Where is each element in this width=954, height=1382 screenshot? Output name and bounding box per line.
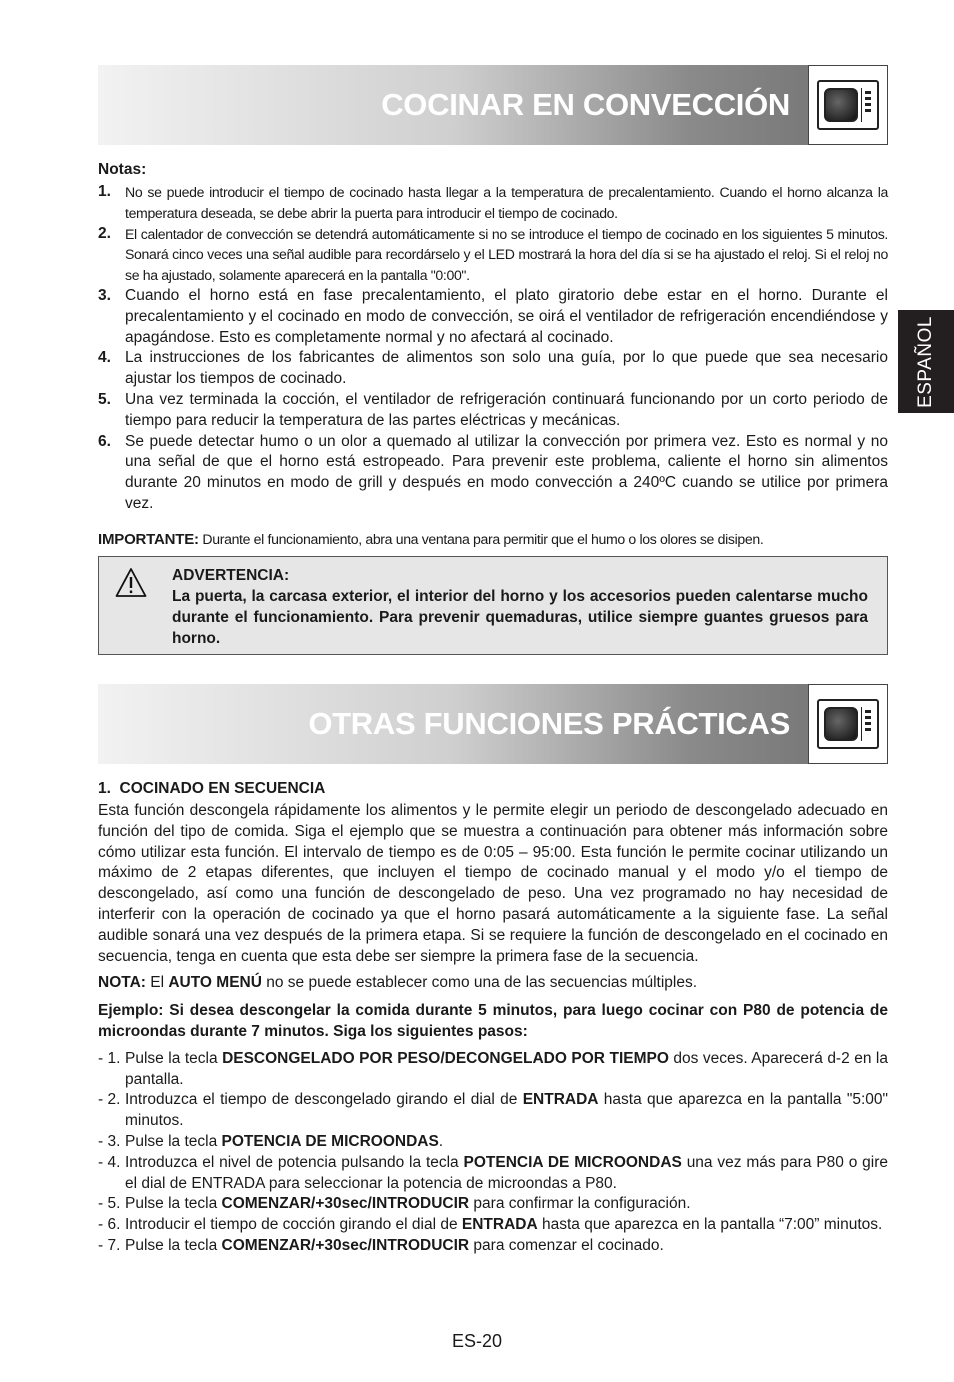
warning-triangle-icon — [115, 567, 147, 599]
sequence-heading: 1. COCINADO EN SECUENCIA — [98, 780, 326, 797]
section-title-other: OTRAS FUNCIONES PRÁCTICAS — [308, 706, 790, 741]
note-item: 2. El calentador de convección se detendrá automáticamente si no se introduce el tiempo de cocinado en los siguientes 5 minutos. Sonará cinco veces una señal audible para recordárselo y el LED mostrará la hora del día si se ha ajustado el reloj. Si el reloj no se ha ajustado, solamente aparecerá en la pantalla "0:00". — [98, 224, 888, 284]
step-item: - 1. Pulse la tecla DESCONGELADO POR PESO/DECONGELADO POR TIEMPO dos veces. Aparecerá d-2 en la pantalla. — [98, 1049, 889, 1088]
section-title-convection: COCINAR EN CONVECCIÓN — [381, 87, 790, 122]
sequence-note: NOTA: El AUTO MENÚ no se puede establecer como una de las secuencias múltiples. — [98, 974, 698, 992]
sequence-example: Ejemplo: Si desea descongelar la comida durante 5 minutos, para luego cocinar con P80 de potencia de microondas durante 7 minutos. Siga los siguientes pasos: — [98, 1002, 888, 1040]
step-item: - 4. Introduzca el nivel de potencia pulsando la tecla POTENCIA DE MICROONDAS una vez más para P80 o gire el dial de ENTRADA para seleccionar la potencia de microondas a P80. — [98, 1153, 888, 1192]
warning-body: La puerta, la carcasa exterior, el interior del horno y los accesorios pueden calentarse mucho durante el funcionamiento. Para prevenir quemaduras, utilice siempre guantes gruesos para horno. — [172, 588, 868, 647]
warning-text — [172, 565, 868, 649]
note-item: 1. No se puede introducir el tiempo de cocinado hasta llegar a la temperatura de precalentamiento. Cuando el horno alcanza la temperatura deseada, se debe abrir la puerta para introducir el tiempo de cocinado. — [98, 183, 888, 221]
step-item: - 3. Pulse la tecla POTENCIA DE MICROONDAS. — [98, 1132, 444, 1150]
microwave-icon — [808, 65, 888, 145]
sequence-paragraph: Esta función descongela rápidamente los alimentos y le permite elegir un periodo de descongelado adecuado en función del tipo de comida. Siga el ejemplo que se muestra a continuación para obtener más información sobre cómo utilizar esta función. El intervalo de tiempo es de 0:05 – 95:00. Esta función le permite cocinar utilizando un máximo de 2 etapas diferentes, que incluyen el tiempo de cocinado manual y el modo y/o el tiempo de descongelado, así como una función de descongelado de peso. Una vez programado no hay necesidad de interferir con la operación de cocinado ya que el horno pasará automáticamente a la siguiente fase. La señal audible sonará una vez después de la primera etapa. Si se requiere la función de descongelado en el cocinado en secuencia, tenga en cuenta que esta debe ser siempre la primera fase de la secuencia. — [98, 802, 888, 965]
note-item: 3. Cuando el horno está en fase precalentamiento, el plato giratorio debe estar en el horno. Durante el precalentamiento y el cocinado en modo de convección, se oirá el ventilador de refrigeración encendiéndose y apagándose. Esto es completamente normal y no afectará al cocinado. — [98, 286, 888, 346]
microwave-icon — [808, 684, 888, 764]
language-tab: ESPAÑOL — [898, 310, 954, 413]
section-banner-other — [98, 684, 888, 764]
note-item: 6. Se puede detectar humo o un olor a quemado al utilizar la convección por primera vez. Esto es normal y no una señal de que el horno está estropeado. Para prevenir este problema, caliente el horno sin alimentos durante 20 minutos en modo de grill y después en modo convección a 240ºC cuando se utilice por primera vez. — [98, 432, 888, 512]
warning-title: ADVERTENCIA: — [172, 567, 290, 584]
notes-label: Notas: — [98, 161, 147, 178]
warning-box — [98, 556, 888, 655]
notes-list — [98, 182, 888, 515]
note-item: 4. La instrucciones de los fabricantes de alimentos son solo una guía, por lo que puede que sea necesario ajustar los tiempos de cocinado. — [98, 349, 888, 388]
step-item: - 7. Pulse la tecla COMENZAR/+30sec/INTRODUCIR para comenzar el cocinado. — [98, 1236, 664, 1254]
step-item: - 6. Introducir el tiempo de cocción girando el dial de ENTRADA hasta que aparezca en la pantalla “7:00” minutos. — [98, 1216, 883, 1234]
importante-note: IMPORTANTE: Durante el funcionamiento, abra una ventana para permitir que el humo o los olores se disipen. — [98, 531, 764, 548]
section-banner-convection — [98, 65, 888, 145]
sequence-content — [98, 801, 888, 1257]
sequence-steps — [98, 1049, 888, 1257]
note-item: 5. Una vez terminada la cocción, el ventilador de refrigeración continuará funcionando por un corto periodo de tiempo para reducir la temperatura de las partes eléctricas y mecánicas. — [98, 390, 888, 429]
page-number: ES-20 — [451, 1331, 503, 1351]
step-item: - 2. Introduzca el tiempo de descongelado girando el dial de ENTRADA hasta que aparezca en la pantalla "5:00" minutos. — [98, 1091, 888, 1130]
step-item: - 5. Pulse la tecla COMENZAR/+30sec/INTRODUCIR para confirmar la configuración. — [98, 1195, 691, 1213]
